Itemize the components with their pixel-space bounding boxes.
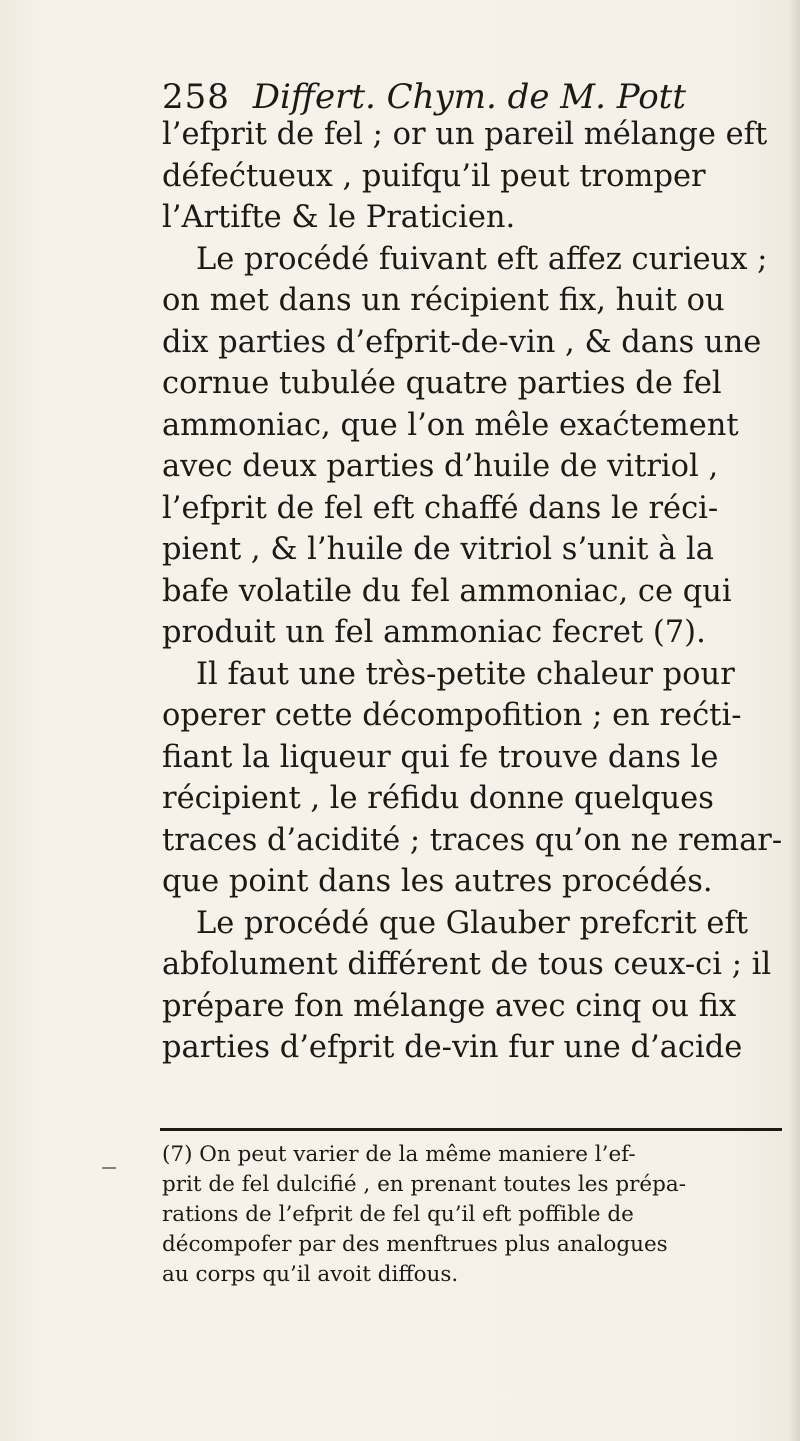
text-line: fiant la liqueur qui fe trouve dans le bbox=[162, 739, 719, 775]
footnote-line: rations de l’efprit de fel qu’il eft poffible de bbox=[162, 1202, 634, 1227]
text-line: ammoniac, que l’on mêle exaćtement bbox=[162, 407, 739, 443]
page-number: 258 bbox=[162, 77, 230, 117]
text-line: défećtueux , puifqu’il peut tromper bbox=[162, 158, 706, 194]
text-line: pient , & l’huile de vitriol s’unit à la bbox=[162, 532, 714, 567]
text-line: operer cette décompofition ; en rećti- bbox=[162, 698, 742, 733]
main-text bbox=[162, 114, 790, 1069]
text-line: l’efprit de fel eft chaffé dans le réci- bbox=[162, 490, 719, 526]
footnote-line: prit de fel dulcifié , en prenant toutes les prépa- bbox=[162, 1172, 686, 1197]
text-line: Le procédé fuivant eft affez curieux ; bbox=[196, 241, 768, 277]
text-line: bafe volatile du fel ammoniac, ce qui bbox=[162, 573, 732, 609]
text-line: produit un fel ammoniac fecret (7). bbox=[162, 615, 706, 650]
text-line: l’efprit de fel ; or un pareil mélange eft bbox=[162, 117, 768, 152]
text-line: avec deux parties d’huile de vitriol , bbox=[162, 449, 719, 484]
footnote-line: au corps qu’il avoit diffous. bbox=[162, 1262, 459, 1287]
text-line: prépare fon mélange avec cinq ou fix bbox=[162, 988, 737, 1024]
text-line: l’Artifte & le Praticien. bbox=[162, 200, 516, 235]
ink-mark bbox=[102, 1167, 116, 1169]
text-line: abfolument différent de tous ceux-ci ; il bbox=[162, 947, 772, 982]
footnote-line: décompofer par des menftrues plus analogues bbox=[162, 1232, 668, 1257]
text-line: que point dans les autres procédés. bbox=[162, 864, 713, 899]
running-title: Differt. Chym. de M. Pott bbox=[252, 77, 686, 117]
text-line: Le procédé que Glauber prefcrit eft bbox=[196, 905, 748, 941]
text-line: on met dans un récipient fix, huit ou bbox=[162, 283, 725, 318]
text-line: cornue tubulée quatre parties de fel bbox=[162, 366, 722, 401]
text-line: traces d’acidité ; traces qu’on ne remar- bbox=[162, 822, 783, 858]
footnote bbox=[162, 1140, 790, 1290]
text-line: parties d’efprit de-vin fur une d’acide bbox=[162, 1030, 743, 1065]
text-line: récipient , le réfidu donne quelques bbox=[162, 781, 714, 816]
text-line: Il faut une très-petite chaleur pour bbox=[196, 656, 735, 692]
footnote-line: (7) On peut varier de la même maniere l’ef- bbox=[162, 1142, 636, 1167]
footnote-separator-rule bbox=[160, 1128, 782, 1131]
text-line: dix parties d’efprit-de-vin , & dans une bbox=[162, 324, 762, 360]
